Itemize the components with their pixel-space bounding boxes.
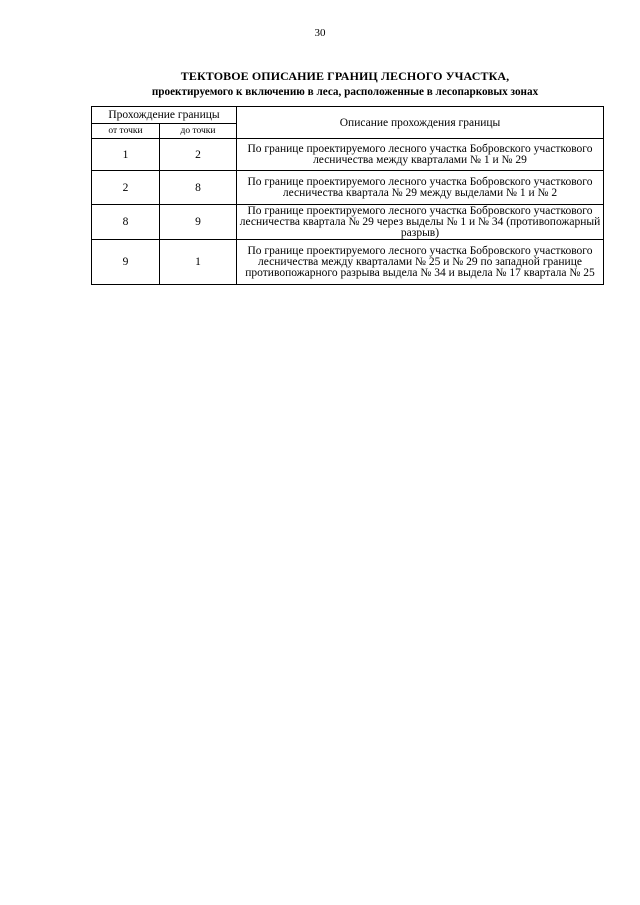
table-row bbox=[92, 240, 604, 285]
from-point-cell: 2 bbox=[92, 171, 160, 205]
from-point-header: от точки bbox=[92, 124, 160, 139]
page-number: 30 bbox=[314, 27, 326, 39]
passage-header: Прохождение границы bbox=[92, 107, 237, 124]
table-row bbox=[92, 205, 604, 240]
to-point-header: до точки bbox=[160, 124, 237, 139]
to-point-cell: 8 bbox=[160, 171, 237, 205]
to-point-cell: 9 bbox=[160, 205, 237, 240]
to-point-cell: 2 bbox=[160, 139, 237, 171]
document-subtitle: проектируемого к включению в леса, расположенные в лесопарковых зонах bbox=[151, 86, 539, 98]
description-header: Описание прохождения границы bbox=[237, 107, 604, 139]
to-point-cell: 1 bbox=[160, 240, 237, 285]
description-cell: По границе проектируемого лесного участка Бобровского участкового лесничества между кварталами № 1 и № 29 bbox=[237, 139, 604, 171]
description-cell: По границе проектируемого лесного участка Бобровского участкового лесничества квартала № 29 через выделы № 1 и № 34 (противопожарный разрыв) bbox=[237, 205, 604, 240]
from-point-cell: 1 bbox=[92, 139, 160, 171]
boundary-table bbox=[91, 106, 604, 285]
table-row bbox=[92, 171, 604, 205]
from-point-cell: 9 bbox=[92, 240, 160, 285]
from-point-cell: 8 bbox=[92, 205, 160, 240]
document-title: ТЕКТОВОЕ ОПИСАНИЕ ГРАНИЦ ЛЕСНОГО УЧАСТКА, bbox=[180, 69, 510, 83]
table-row bbox=[92, 139, 604, 171]
description-cell: По границе проектируемого лесного участка Бобровского участкового лесничества между кварталами № 25 и № 29 по западной границе противопожарного разрыва выдела № 34 и выдела № 17 квартала № 25 bbox=[237, 240, 604, 285]
description-cell: По границе проектируемого лесного участка Бобровского участкового лесничества квартала № 29 между выделами № 1 и № 2 bbox=[237, 171, 604, 205]
table-header bbox=[92, 107, 604, 139]
